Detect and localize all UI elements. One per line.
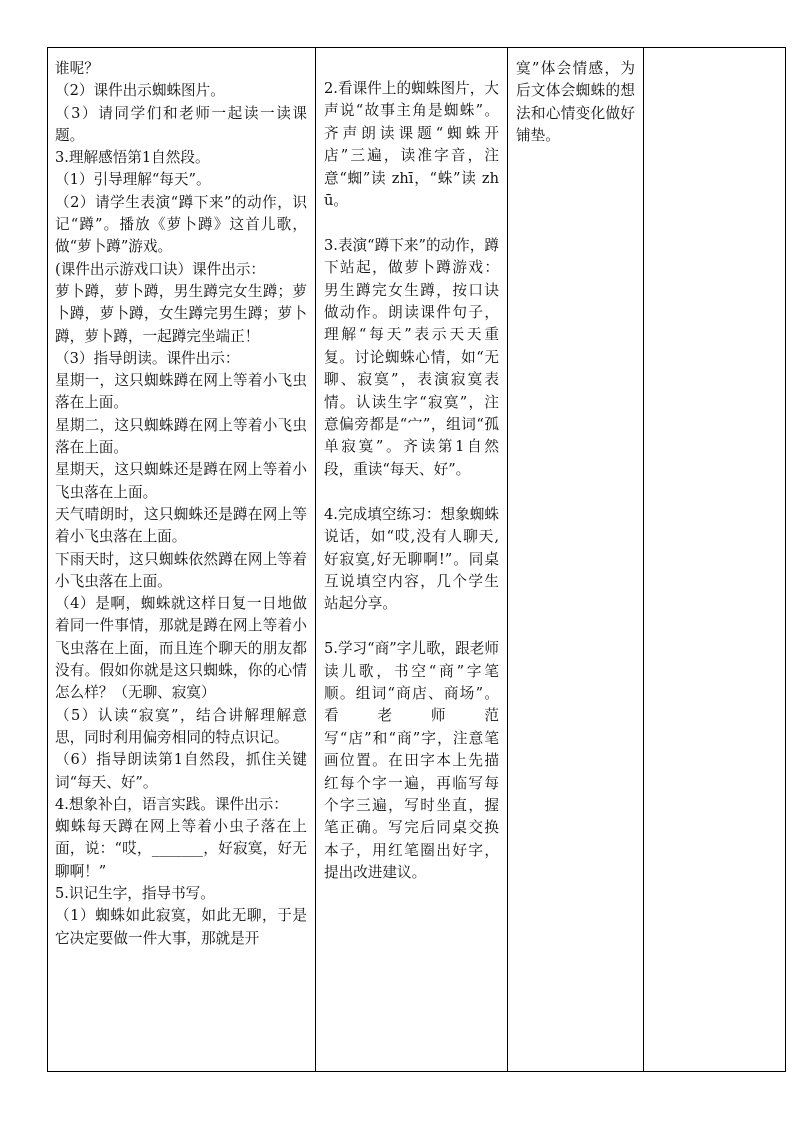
text-paragraph: 2.看课件上的蜘蛛图片，大声说“故事主角是蜘蛛”。齐声朗读课题“蜘蛛开店”三遍，读准字音，注意“蜘”读 zhī，“蛛”读 zhū。 <box>324 80 499 210</box>
text-paragraph: 5.识记生字，指导书写。 <box>55 884 215 902</box>
text-paragraph: (课件出示游戏口诀）课件出示： <box>55 260 266 278</box>
text-paragraph: 4.完成填空练习：想象蜘蛛说话，如“哎,没有人聊天,好寂寞,好无聊啊!”。同桌互说填空内容，几个学生站起分享。 <box>324 505 499 613</box>
text-paragraph: 4.想象补白，语言实践。课件出示： <box>55 795 288 813</box>
notes-cell <box>644 48 786 1072</box>
text-paragraph: 星期二，这只蜘蛛蹲在网上等着小飞虫落在上面。 <box>55 416 307 457</box>
teacher-activity-text <box>48 48 315 950</box>
text-paragraph: （1）蜘蛛如此寂寞，如此无聊，于是它决定要做一件大事，那就是开 <box>55 907 307 947</box>
design-intent-text <box>508 48 643 148</box>
text-paragraph: 下雨天时，这只蜘蛛依然蹲在网上等着小飞虫落在上面。 <box>55 550 307 590</box>
text-paragraph: 星期一，这只蜘蛛蹲在网上等着小飞虫落在上面。 <box>55 372 307 412</box>
text-paragraph: 3.理解感悟第1自然段。 <box>55 149 210 167</box>
paragraph-gap <box>324 212 499 234</box>
lesson-plan-table <box>47 47 786 1072</box>
text-paragraph: （3）指导朗读。课件出示： <box>55 349 240 367</box>
text-paragraph: 星期天，这只蜘蛛还是蹲在网上等着小飞虫落在上面。 <box>55 461 307 501</box>
paragraph-gap <box>324 481 499 503</box>
teacher-activity-cell <box>48 48 316 1072</box>
student-activity-text <box>316 48 507 885</box>
text-paragraph: 5.学习“商”字儿歌，跟老师读儿歌，书空“商”字笔顺。组词“商店、商场”。看老师范写“店”和“商”字，注意笔画位置。在田字本上先描红每个字一遍，再临写每个字三遍，写时坐直，握笔正确。写完后同桌交换本子，用红笔圈出好字，提出改进建议。 <box>324 640 499 882</box>
text-paragraph: 天气晴朗时，这只蜘蛛还是蹲在网上等着小飞虫落在上面。 <box>55 505 307 546</box>
notes-text <box>644 48 785 58</box>
text-paragraph: （5）认读“寂寞”，结合讲解理解意思，同时利用偏旁相同的特点识记。 <box>55 706 307 746</box>
text-paragraph: （1）引导理解“每天”。 <box>55 171 211 189</box>
student-activity-cell <box>316 48 508 1072</box>
paragraph-gap <box>324 616 499 638</box>
text-paragraph: 萝卜蹲，萝卜蹲，男生蹲完女生蹲；萝卜蹲，萝卜蹲，女生蹲完男生蹲；萝卜蹲，萝卜蹲，一起蹲完坐端正！ <box>55 282 307 345</box>
text-paragraph: （6）指导朗读第1自然段，抓住关键词“每天、好”。 <box>55 751 307 791</box>
table-row <box>48 48 786 1072</box>
text-paragraph: （3）请同学们和老师一起读一读课题。 <box>55 104 307 144</box>
text-paragraph: 寞”体会情感，为后文体会蜘蛛的想法和心情变化做好铺垫。 <box>516 60 635 145</box>
text-paragraph: 蜘蛛每天蹲在网上等着小虫子落在上面，说：“哎，_______，好寂寞，好无聊啊！” <box>55 818 307 880</box>
text-paragraph: （2）课件出示蜘蛛图片。 <box>55 82 225 100</box>
text-paragraph: （2）请学生表演“蹲下来”的动作，识记“蹲”。播放《萝卜蹲》这首儿歌，做“萝卜蹲”游戏。 <box>55 193 307 256</box>
design-intent-cell <box>508 48 644 1072</box>
text-paragraph: 3.表演“蹲下来”的动作，蹲下站起，做萝卜蹲游戏：男生蹲完女生蹲，按口诀做动作。朗读课件句子，理解“每天”表示天天重复。讨论蜘蛛心情，如“无聊、寂寞”，表演寂寞表情。认读生字“寂寞”，注意偏旁都是“宀”，组词“孤单寂寞”。齐读第1自然段，重读“每天、好”。 <box>324 236 499 478</box>
text-paragraph: 谁呢？ <box>55 60 99 77</box>
text-paragraph: （4）是啊，蜘蛛就这样日复一日地做着同一件事情，那就是蹲在网上等着小飞虫落在上面，而且连个聊天的朋友都没有。假如你就是这只蜘蛛，你的心情怎么样？（无聊、寂寞） <box>55 595 307 702</box>
